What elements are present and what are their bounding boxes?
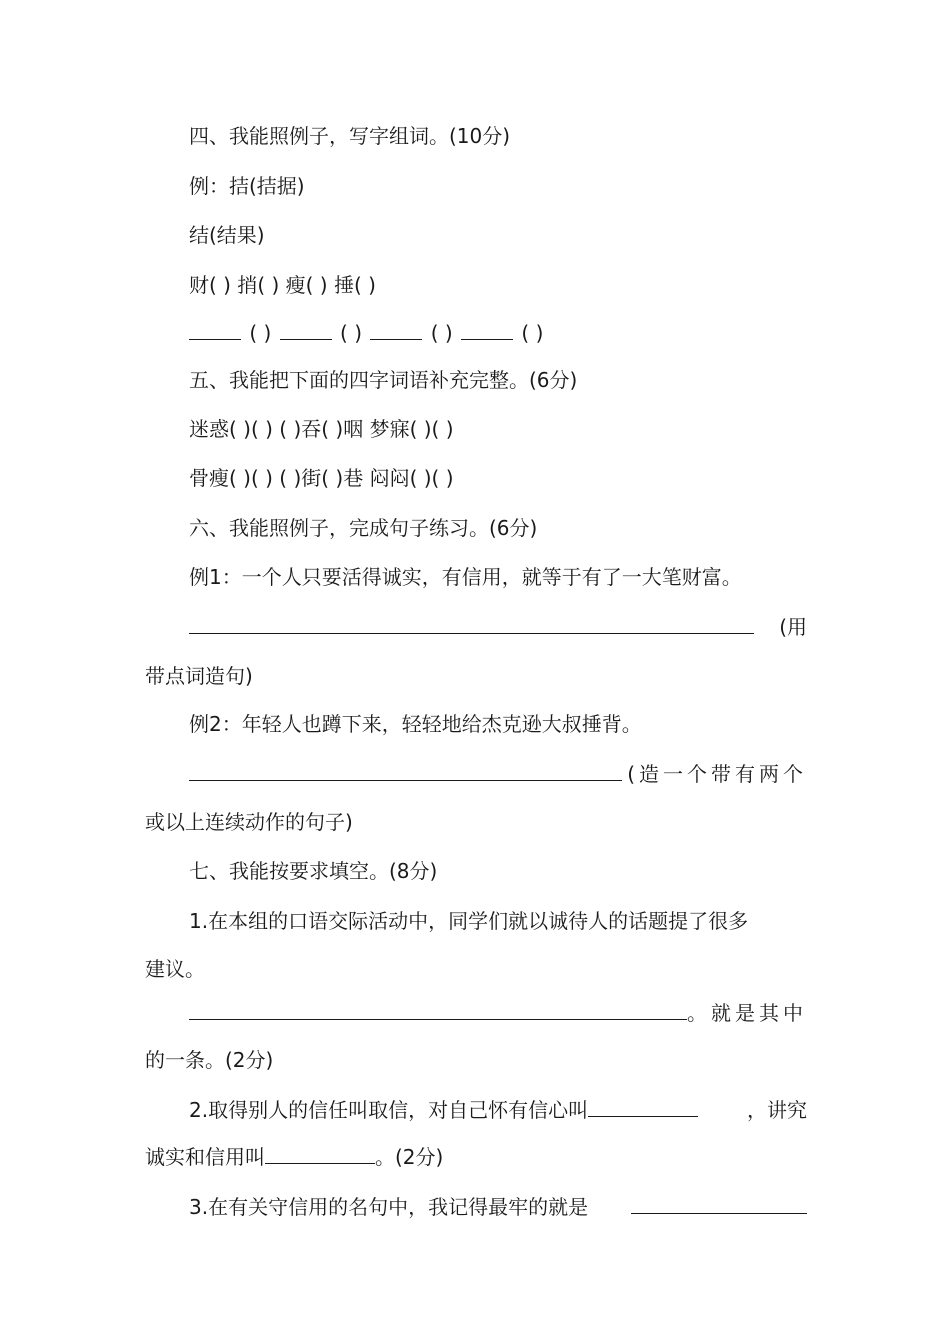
section-6-answer-1-hint: 带点词造句) xyxy=(145,664,253,688)
q2-score: 。(2分) xyxy=(375,1145,444,1169)
section-4-example-1: 例：拮(拮据) xyxy=(189,174,305,198)
q1-tail: 。就是其中 xyxy=(687,1001,807,1025)
q2-text: 诚实和信用叫 xyxy=(145,1145,265,1169)
answer-blank[interactable] xyxy=(189,999,687,1020)
answer-blank[interactable] xyxy=(461,319,513,340)
paren: ( ) xyxy=(249,321,272,345)
hint-text: (造一个带有两个 xyxy=(627,762,807,786)
section-7-q2-line-1 xyxy=(145,1096,807,1124)
section-7-q1-score: 的一条。(2分) xyxy=(145,1048,274,1072)
q2-text: 2.取得别人的信任叫取信，对自己怀有信心叫 xyxy=(189,1098,589,1122)
section-5-row-1: 迷惑( )( ) ( )吞( )咽 梦寐( )( ) xyxy=(189,417,454,441)
hint-text: (用 xyxy=(779,615,807,639)
q3-text: 3.在有关守信用的名句中，我记得最牢的就是 xyxy=(189,1195,589,1219)
section-7-title: 七、我能按要求填空。(8分) xyxy=(189,859,438,883)
answer-blank[interactable] xyxy=(631,1193,807,1214)
section-7-q3-line-1 xyxy=(145,1193,807,1221)
answer-blank[interactable] xyxy=(189,319,241,340)
answer-blank[interactable] xyxy=(265,1143,375,1164)
section-5-row-2: 骨瘦( )( ) ( )街( )巷 闷闷( )( ) xyxy=(189,466,454,490)
answer-blank[interactable] xyxy=(588,1096,698,1117)
paren: ( ) xyxy=(430,321,453,345)
section-4-example-2: 结(结果) xyxy=(189,223,265,247)
answer-blank[interactable] xyxy=(189,760,622,781)
section-6-answer-1 xyxy=(145,613,807,641)
section-7-q2-line-2 xyxy=(145,1143,807,1171)
section-4-characters: 财( ) 捎( ) 瘦( ) 捶( ) xyxy=(189,273,376,297)
section-6-example-1: 例1：一个人只要活得诚实，有信用，就等于有了一大笔财富。 xyxy=(189,565,742,589)
section-6-example-2: 例2：年轻人也蹲下来，轻轻地给杰克逊大叔捶背。 xyxy=(189,712,642,736)
section-7-q1-answer xyxy=(145,999,807,1027)
answer-blank[interactable] xyxy=(370,319,422,340)
paren: ( ) xyxy=(340,321,363,345)
paren: ( ) xyxy=(521,321,544,345)
q2-text: ，讲究 xyxy=(747,1098,807,1122)
section-6-answer-2-hint: 或以上连续动作的句子) xyxy=(145,810,353,834)
answer-blank[interactable] xyxy=(280,319,332,340)
section-7-q1-line-1: 1.在本组的口语交际活动中，同学们就以诚待人的话题提了很多 xyxy=(189,909,749,933)
section-7-q1-line-2: 建议。 xyxy=(145,957,205,981)
section-4-answer-row xyxy=(145,319,807,347)
answer-blank[interactable] xyxy=(189,613,754,634)
section-6-title: 六、我能照例子，完成句子练习。(6分) xyxy=(189,516,538,540)
section-4-title: 四、我能照例子，写字组词。(10分) xyxy=(189,124,511,148)
section-5-title: 五、我能把下面的四字词语补充完整。(6分) xyxy=(189,368,578,392)
section-6-answer-2 xyxy=(145,760,807,788)
